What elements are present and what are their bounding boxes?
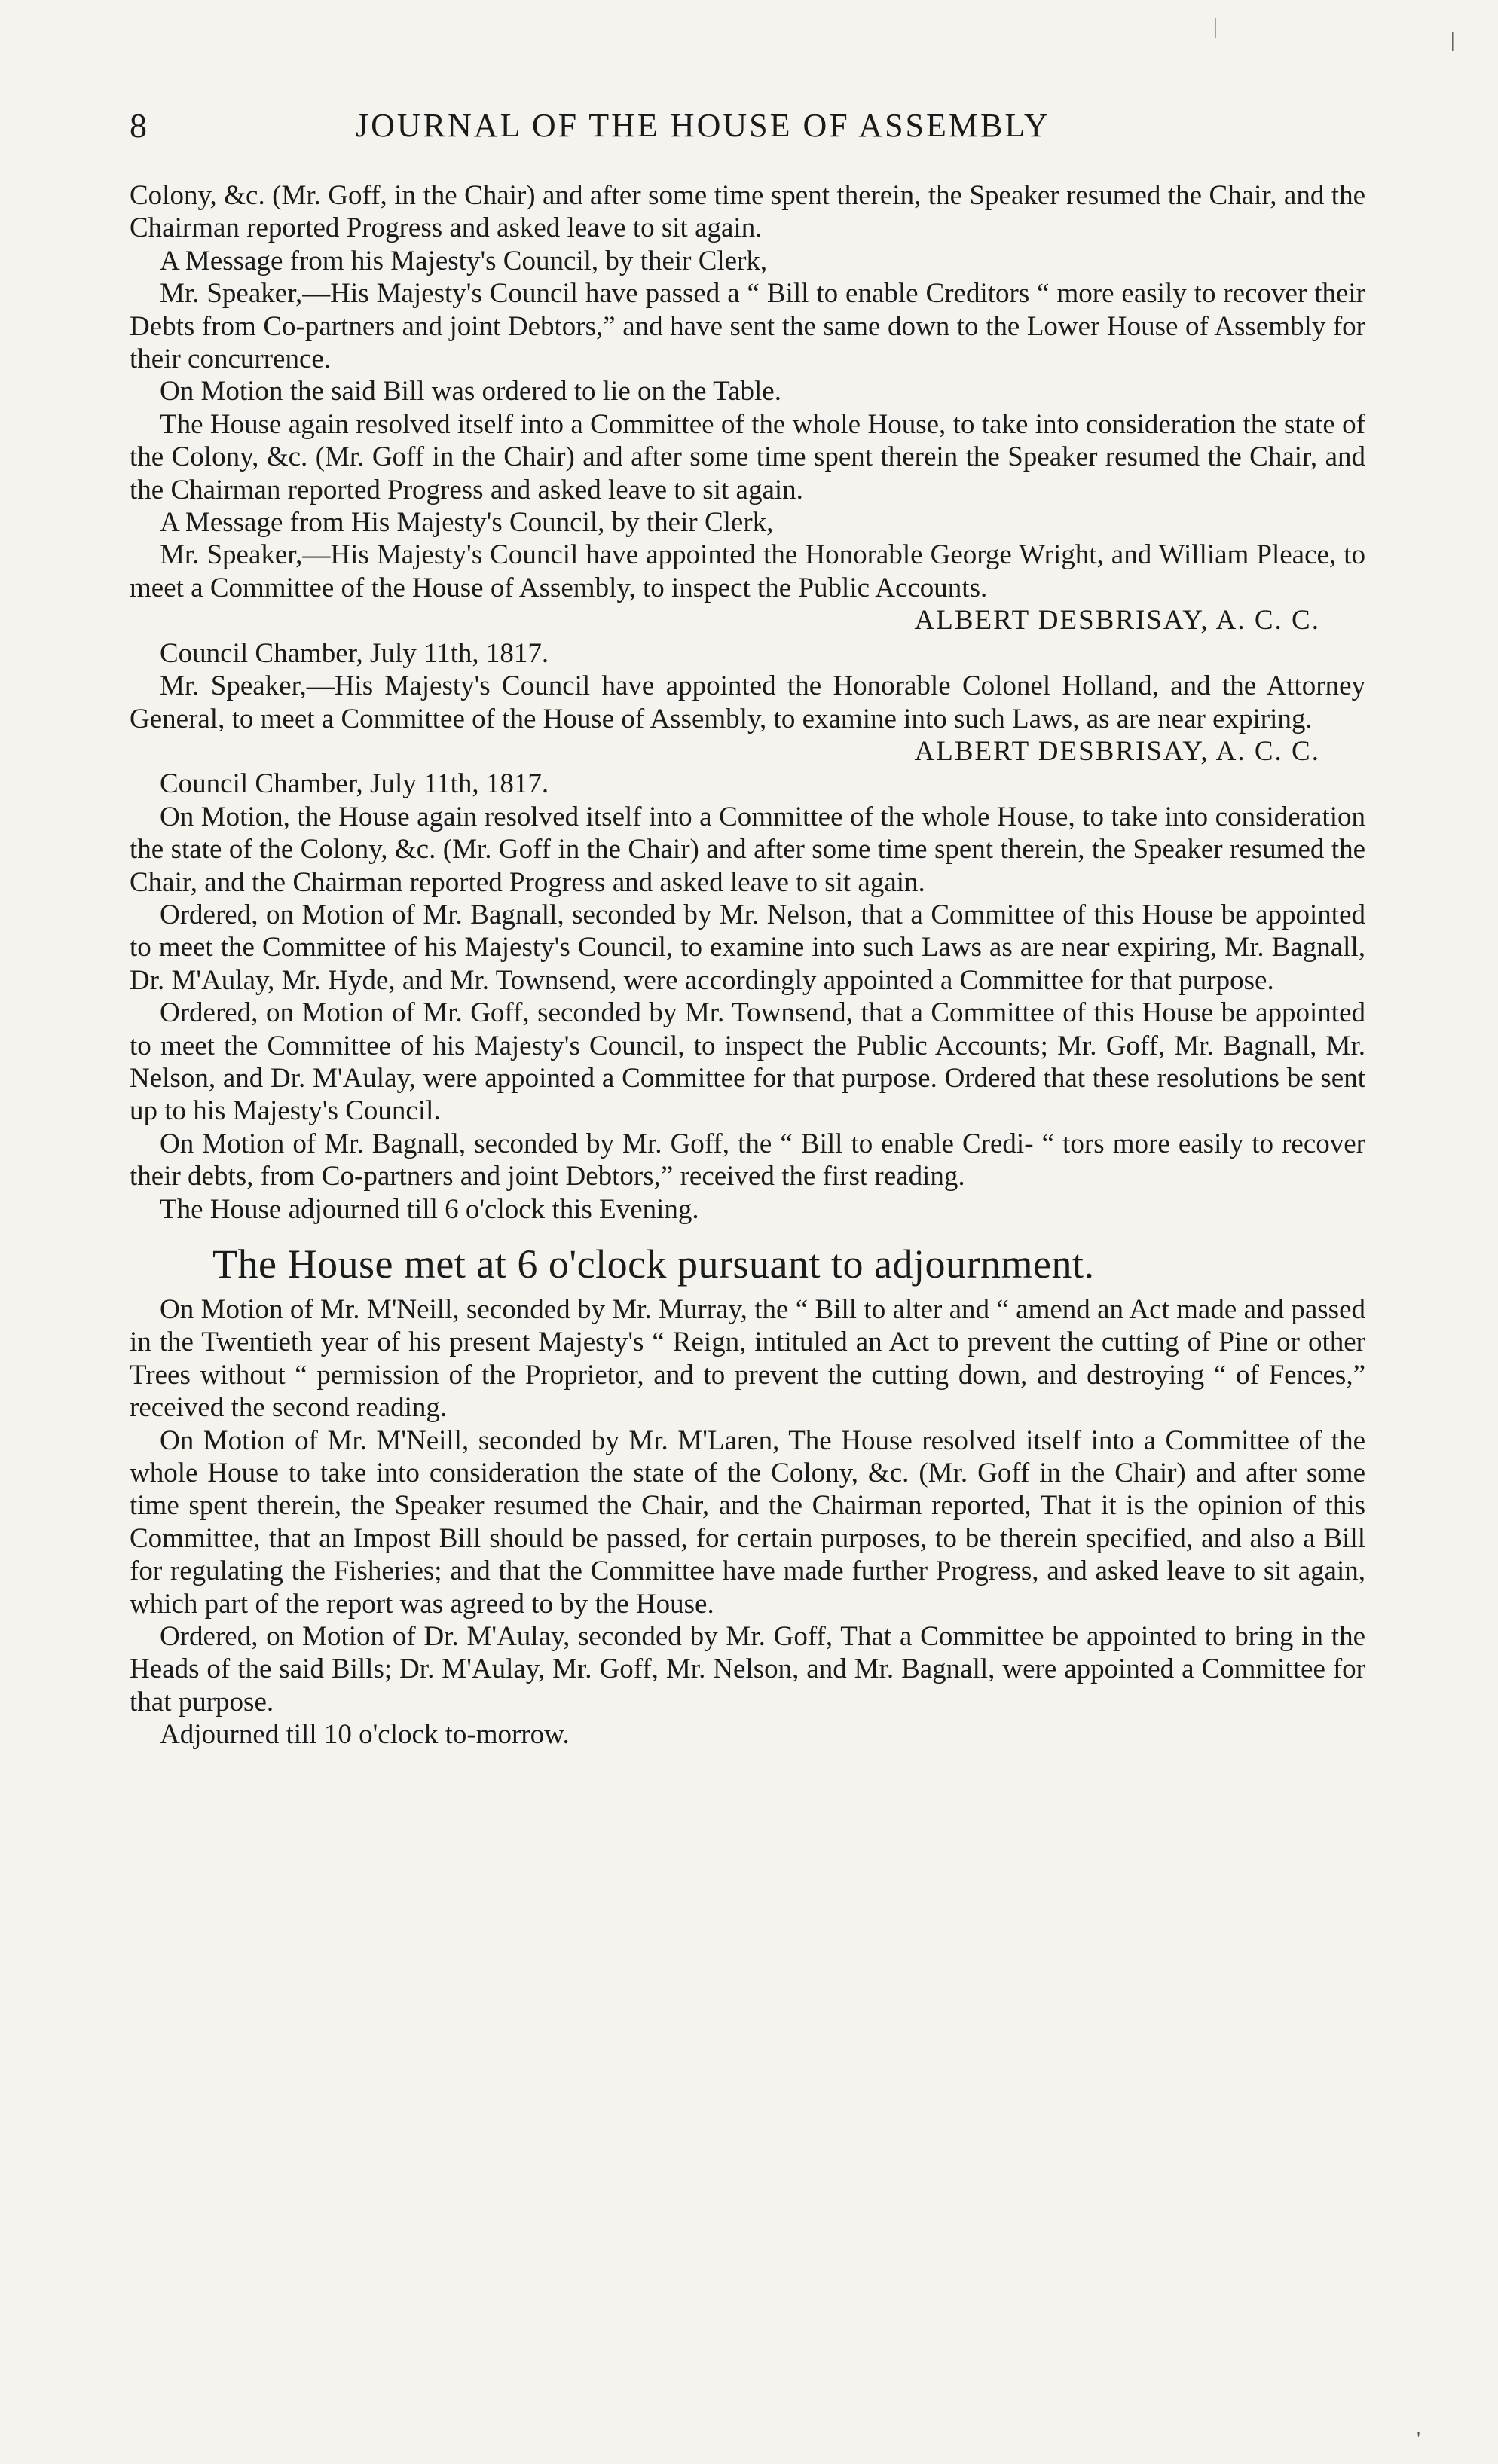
order-paragraph: Ordered, on Motion of Dr. M'Aulay, seconded by Mr. Goff, That a Committee be appointed to bring in the Heads of the said Bills; Dr. M'Aulay, Mr. Goff, Mr. Nelson, and Mr. Bagnall, were appointed a Committee for that purpose. xyxy=(130,1621,1365,1717)
council-message: Mr. Speaker,—His Majesty's Council have appointed the Honorable Colonel Holland, and the Attorney General, to meet a Committee of the House of Assembly, to examine into such Laws, as are near expiring. xyxy=(130,670,1365,734)
committee-paragraph: The House again resolved itself into a Committee of the whole House, to take into consideration the state of the Colony, &c. (Mr. Goff in the Chair) and after some time spent therein the Speaker resumed the Chair, and the Chairman reported Progress and asked leave to sit again. xyxy=(130,408,1365,505)
page-header xyxy=(130,99,1365,152)
dateline: Council Chamber, July 11th, 1817. xyxy=(160,637,549,669)
order-paragraph: Ordered, on Motion of Mr. Goff, seconded by Mr. Townsend, that a Committee of this House be appointed to meet the Committee of his Majesty's Council, to inspect the Public Accounts; Mr. Goff, Mr. Bagnall, Mr. Nelson, and Dr. M'Aulay, were appointed a Committee for that purpose. Ordered that these resolutions be sent up to his Majesty's Council. xyxy=(130,997,1365,1127)
running-title: JOURNAL OF THE HOUSE OF ASSEMBLY xyxy=(356,107,1050,144)
section-heading: The House met at 6 o'clock pursuant to adjournment. xyxy=(212,1241,1095,1287)
clerk-signature: ALBERT DESBRISAY, A. C. C. xyxy=(914,605,1320,637)
scan-speck: ' xyxy=(1417,2428,1421,2451)
clerk-signature: ALBERT DESBRISAY, A. C. C. xyxy=(914,735,1320,767)
motion-paragraph: On Motion of Mr. Bagnall, seconded by Mr. Goff, the “ Bill to enable Credi- “ tors more easily to recover their debts, from Co-partners and joint Debtors,” received the first reading. xyxy=(130,1128,1365,1192)
committee-paragraph: On Motion of Mr. M'Neill, seconded by Mr. M'Laren, The House resolved itself into a Committee of the whole House to take into consideration the state of the Colony, &c. (Mr. Goff in the Chair) and after some time spent therein, the Speaker resumed the Chair, and the Chairman reported, That it is the opinion of this Committee, that an Impost Bill should be passed, for certain purposes, to be therein specified, and also a Bill for regulating the Fisheries; and that the Committee have made further Progress, and asked leave to sit again, which part of the report was agreed to by the House. xyxy=(130,1424,1365,1620)
paragraph-continuation: Colony, &c. (Mr. Goff, in the Chair) and after some time spent therein, the Speaker resumed the Chair, and the Chairman reported Progress and asked leave to sit again. xyxy=(130,180,1365,244)
journal-body xyxy=(130,179,1365,1751)
message-intro: A Message from His Majesty's Council, by their Clerk, xyxy=(160,507,774,539)
motion-paragraph: On Motion of Mr. M'Neill, seconded by Mr. Murray, the “ Bill to alter and “ amend an Act made and passed in the Twentieth year of his present Majesty's “ Reign, intituled an Act to prevent the cutting of Pine or other Trees without “ permission of the Proprietor, and to prevent the cutting down, and destroying “ of Fences,” received the second reading. xyxy=(130,1294,1365,1424)
committee-paragraph: On Motion, the House again resolved itself into a Committee of the whole House, to take into consideration the state of the Colony, &c. (Mr. Goff in the Chair) and after some time spent therein, the Speaker resumed the Chair, and the Chairman reported Progress and asked leave to sit again. xyxy=(130,801,1365,898)
adjournment-paragraph: Adjourned till 10 o'clock to-morrow. xyxy=(160,1719,570,1751)
message-intro: A Message from his Majesty's Council, by their Clerk, xyxy=(160,245,768,276)
motion-paragraph: On Motion the said Bill was ordered to lie on the Table. xyxy=(160,376,781,408)
adjournment-paragraph: The House adjourned till 6 o'clock this Evening. xyxy=(160,1193,699,1225)
dateline: Council Chamber, July 11th, 1817. xyxy=(160,768,549,800)
order-paragraph: Ordered, on Motion of Mr. Bagnall, seconded by Mr. Nelson, that a Committee of this House be appointed to meet the Committee of his Majesty's Council, to examine into such Laws as are near expiring, Mr. Bagnall, Dr. M'Aulay, Mr. Hyde, and Mr. Townsend, were accordingly appointed a Committee for that purpose. xyxy=(130,899,1365,996)
scan-speck: | xyxy=(1451,29,1455,52)
council-message: Mr. Speaker,—His Majesty's Council have passed a “ Bill to enable Creditors “ more easily to recover their Debts from Co-partners and joint Debtors,” and have sent the same down to the Lower House of Assembly for their concurrence. xyxy=(130,278,1365,375)
page-number: 8 xyxy=(130,106,147,145)
scan-speck: | xyxy=(1213,15,1218,38)
council-message: Mr. Speaker,—His Majesty's Council have appointed the Honorable George Wright, and William Pleace, to meet a Committee of the House of Assembly, to inspect the Public Accounts. xyxy=(130,539,1365,603)
